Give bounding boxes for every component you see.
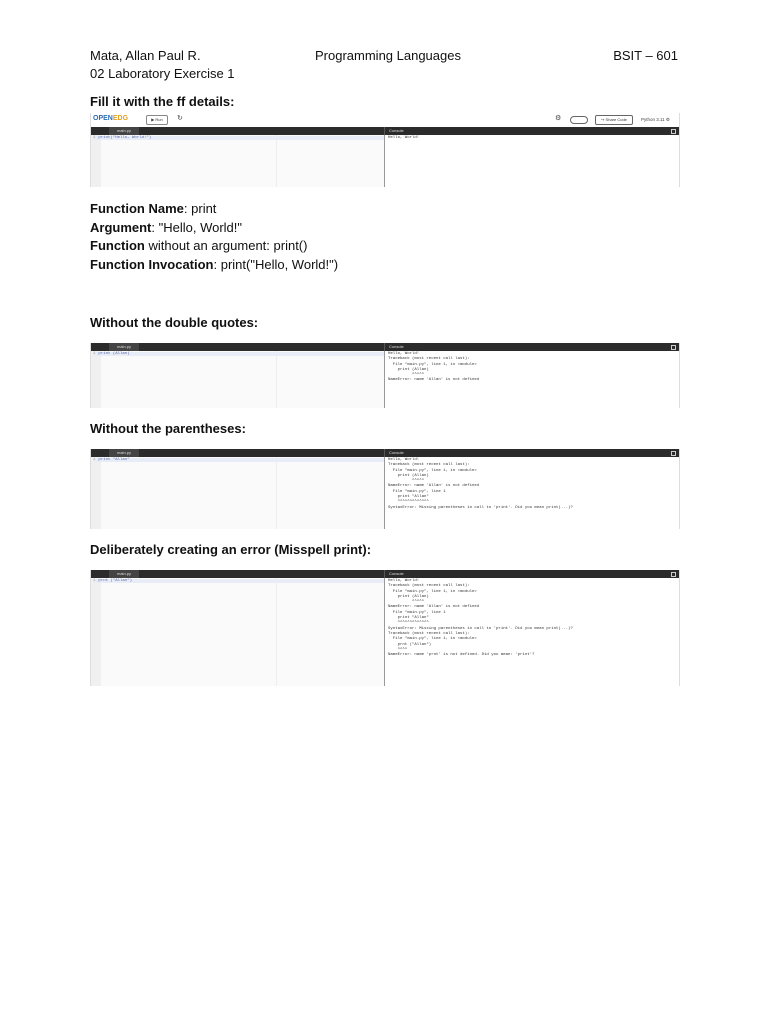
section-heading-fill: Fill it with the ff details: bbox=[90, 94, 235, 109]
no-argument-value: without an argument: print() bbox=[144, 238, 308, 253]
invocation-value: : print("Hello, World!") bbox=[213, 256, 339, 272]
tab-bar bbox=[91, 570, 679, 578]
reset-icon[interactable]: ↻ bbox=[177, 115, 183, 122]
console-output bbox=[384, 135, 679, 187]
tab-bar bbox=[91, 343, 679, 351]
run-button[interactable]: ▶ Run bbox=[146, 115, 168, 125]
copy-icon[interactable] bbox=[671, 129, 676, 134]
invocation-label: Function Invocation bbox=[90, 256, 214, 272]
console-text: Hello, World! bbox=[388, 136, 420, 140]
section-heading-no-parens: Without the parentheses: bbox=[90, 421, 246, 436]
tab-main-py[interactable]: main.py bbox=[109, 127, 139, 135]
code-editor[interactable]: 1 print "Allan" bbox=[91, 457, 384, 529]
argument-label: Argument bbox=[90, 219, 152, 235]
code-editor[interactable]: 1 print("Hello, World!") bbox=[91, 135, 384, 187]
author-name: Mata, Allan Paul R. bbox=[90, 48, 201, 63]
openedg-logo: OPENEDG bbox=[93, 115, 129, 122]
console-tab[interactable]: Console bbox=[389, 344, 404, 349]
code-editor[interactable]: 1 print (Allan) bbox=[91, 351, 384, 408]
theme-toggle[interactable] bbox=[570, 116, 588, 124]
section-code: BSIT – 601 bbox=[613, 48, 678, 63]
screenshot-no-quotes bbox=[90, 343, 680, 408]
copy-icon[interactable] bbox=[671, 572, 676, 577]
console-tab[interactable]: Console bbox=[389, 450, 404, 455]
settings-icon[interactable]: ⚙ bbox=[555, 115, 562, 122]
python-version-label[interactable]: Python 3.11 ⚙ bbox=[641, 117, 670, 122]
screenshot-hello-world bbox=[90, 113, 680, 187]
console-tab[interactable]: Console bbox=[389, 571, 404, 576]
screenshot-no-parens bbox=[90, 449, 680, 529]
console-output bbox=[384, 457, 679, 529]
code-line[interactable]: print "Allan" bbox=[98, 458, 130, 462]
code-editor[interactable]: 1 prnt ("Allan") bbox=[91, 578, 384, 686]
no-argument-label: Function bbox=[90, 238, 145, 253]
editor-toolbar bbox=[91, 113, 679, 127]
function-details bbox=[90, 200, 338, 274]
tab-main-py[interactable]: main.py bbox=[109, 343, 139, 351]
tab-bar bbox=[91, 449, 679, 457]
screenshot-misspell bbox=[90, 570, 680, 686]
share-code-button[interactable]: ↪ Share Code bbox=[595, 115, 633, 125]
code-line[interactable]: prnt ("Allan") bbox=[98, 579, 133, 583]
course-title: Programming Languages bbox=[315, 48, 461, 63]
tab-main-py[interactable]: main.py bbox=[109, 570, 139, 578]
argument-value: : "Hello, World!" bbox=[151, 219, 243, 235]
code-line[interactable]: print("Hello, World!") bbox=[98, 136, 152, 140]
console-tab[interactable]: Console bbox=[389, 128, 404, 133]
console-text: Hello, World! Traceback (most recent call last): File "main.py", line 1, in <module> print (Allan) ^^^^^ NameError: name 'Allan' is not defined bbox=[388, 352, 480, 383]
tab-bar bbox=[91, 127, 679, 135]
console-text: Hello, World! Traceback (most recent call last): File "main.py", line 1, in <module> print (Allan) ^^^^^ NameError: name 'Allan' is not defined File "main.py", line 1 print "Allan" ^^^^^^^^^^^^^ SyntaxError: Missing parentheses in call to 'print'. Did you mean print(...)? bbox=[388, 458, 573, 510]
copy-icon[interactable] bbox=[671, 345, 676, 350]
console-text: Hello, World! Traceback (most recent call last): File "main.py", line 1, in <module> print (Allan) ^^^^^ NameError: name 'Allan' is not defined File "main.py", line 1 print "Allan" ^^^^^^^^^^^^^ SyntaxError: Missing parentheses in call to 'print'. Did you mean print(...)? Traceback (most recent call last): File "main.py", line 1, in <module> prnt ("Allan") ^^^^ NameError: name 'prnt' is not defined. Did you mean: 'print'? bbox=[388, 579, 573, 658]
copy-icon[interactable] bbox=[671, 451, 676, 456]
console-output bbox=[384, 351, 679, 408]
tab-main-py[interactable]: main.py bbox=[109, 449, 139, 457]
function-name-label: Function Name bbox=[90, 201, 184, 216]
section-heading-misspell: Deliberately creating an error (Misspell print): bbox=[90, 542, 372, 557]
code-line[interactable]: print (Allan) bbox=[98, 352, 130, 356]
exercise-title: 02 Laboratory Exercise 1 bbox=[90, 66, 235, 81]
console-output bbox=[384, 578, 679, 686]
function-name-value: : print bbox=[183, 201, 217, 216]
section-heading-no-quotes: Without the double quotes: bbox=[90, 315, 259, 330]
